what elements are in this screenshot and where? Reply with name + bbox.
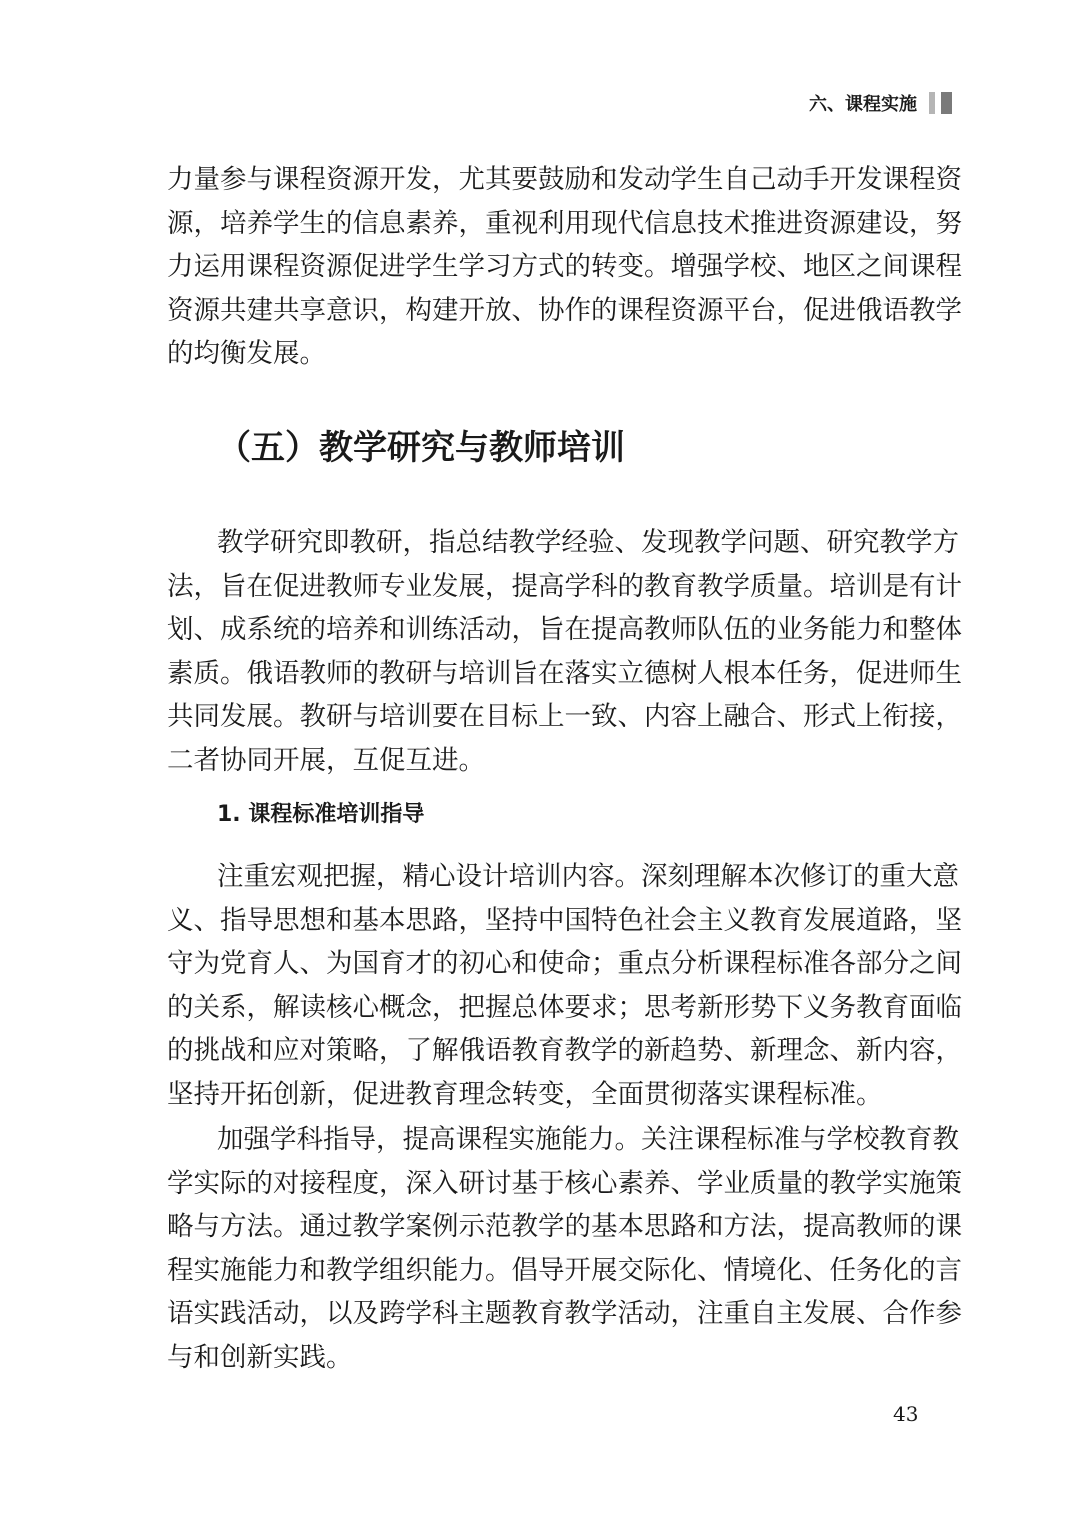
paragraph-line: 素质。俄语教师的教研与培训旨在落实立德树人根本任务，促进师生 [167,657,962,689]
paragraph-line: 力运用课程资源促进学生学习方式的转变。增强学校、地区之间课程 [167,251,962,283]
paragraph-line: 义、指导思想和基本思路，坚持中国特色社会主义教育发展道路，坚 [167,904,962,936]
paragraph-line: 加强学科指导，提高课程实施能力。关注课程标准与学校教育教 [217,1124,959,1155]
page-number: 43 [893,1402,919,1426]
header-decoration [941,92,952,114]
paragraph-line: 守为党育人、为国育才的初心和使命；重点分析课程标准各部分之间 [167,948,962,980]
running-header [809,90,952,116]
paragraph-line: 与和创新实践。 [167,1342,353,1373]
paragraph-line: 法，旨在促进教师专业发展，提高学科的教育教学质量。培训是有计 [167,570,962,602]
paragraph-line: 程实施能力和教学组织能力。倡导开展交际化、情境化、任务化的言 [167,1254,962,1286]
paragraph-line: 的关系，解读核心概念，把握总体要求；思考新形势下义务教育面临 [167,991,962,1023]
paragraph-line: 教学研究即教研，指总结教学经验、发现教学问题、研究教学方 [217,527,959,558]
paragraph-line: 资源共建共享意识，构建开放、协作的课程资源平台，促进俄语教学 [167,294,962,326]
paragraph-line: 划、成系统的培养和训练活动，旨在提高教师队伍的业务能力和整体 [167,614,962,646]
header-decoration [929,92,935,114]
section-heading: （五）教学研究与教师培训 [217,428,625,468]
paragraph-line: 注重宏观把握，精心设计培训内容。深刻理解本次修订的重大意 [217,861,959,892]
paragraph-line: 共同发展。教研与培训要在目标上一致、内容上融合、形式上衔接， [167,701,962,733]
section-title: 六、课程实施 [809,94,917,115]
paragraph-line: 的挑战和应对策略，了解俄语教育教学的新趋势、新理念、新内容， [167,1035,962,1067]
paragraph-line: 源，培养学生的信息素养，重视利用现代信息技术推进资源建设，努 [167,207,962,239]
paragraph-line: 的均衡发展。 [167,338,326,370]
paragraph-line: 学实际的对接程度，深入研讨基于核心素养、学业质量的教学实施策 [167,1167,962,1199]
paragraph-line: 语实践活动，以及跨学科主题教育教学活动，注重自主发展、合作参 [167,1298,962,1330]
paragraph-line: 略与方法。通过教学案例示范教学的基本思路和方法，提高教师的课 [167,1211,962,1243]
paragraph-line: 坚持开拓创新，促进教育理念转变，全面贯彻落实课程标准。 [167,1079,883,1110]
paragraph-line: 二者协同开展，互促互进。 [167,745,485,776]
paragraph-line: 力量参与课程资源开发，尤其要鼓励和发动学生自己动手开发课程资 [167,164,962,195]
subsection-heading: 1. 课程标准培训指导 [217,802,425,827]
